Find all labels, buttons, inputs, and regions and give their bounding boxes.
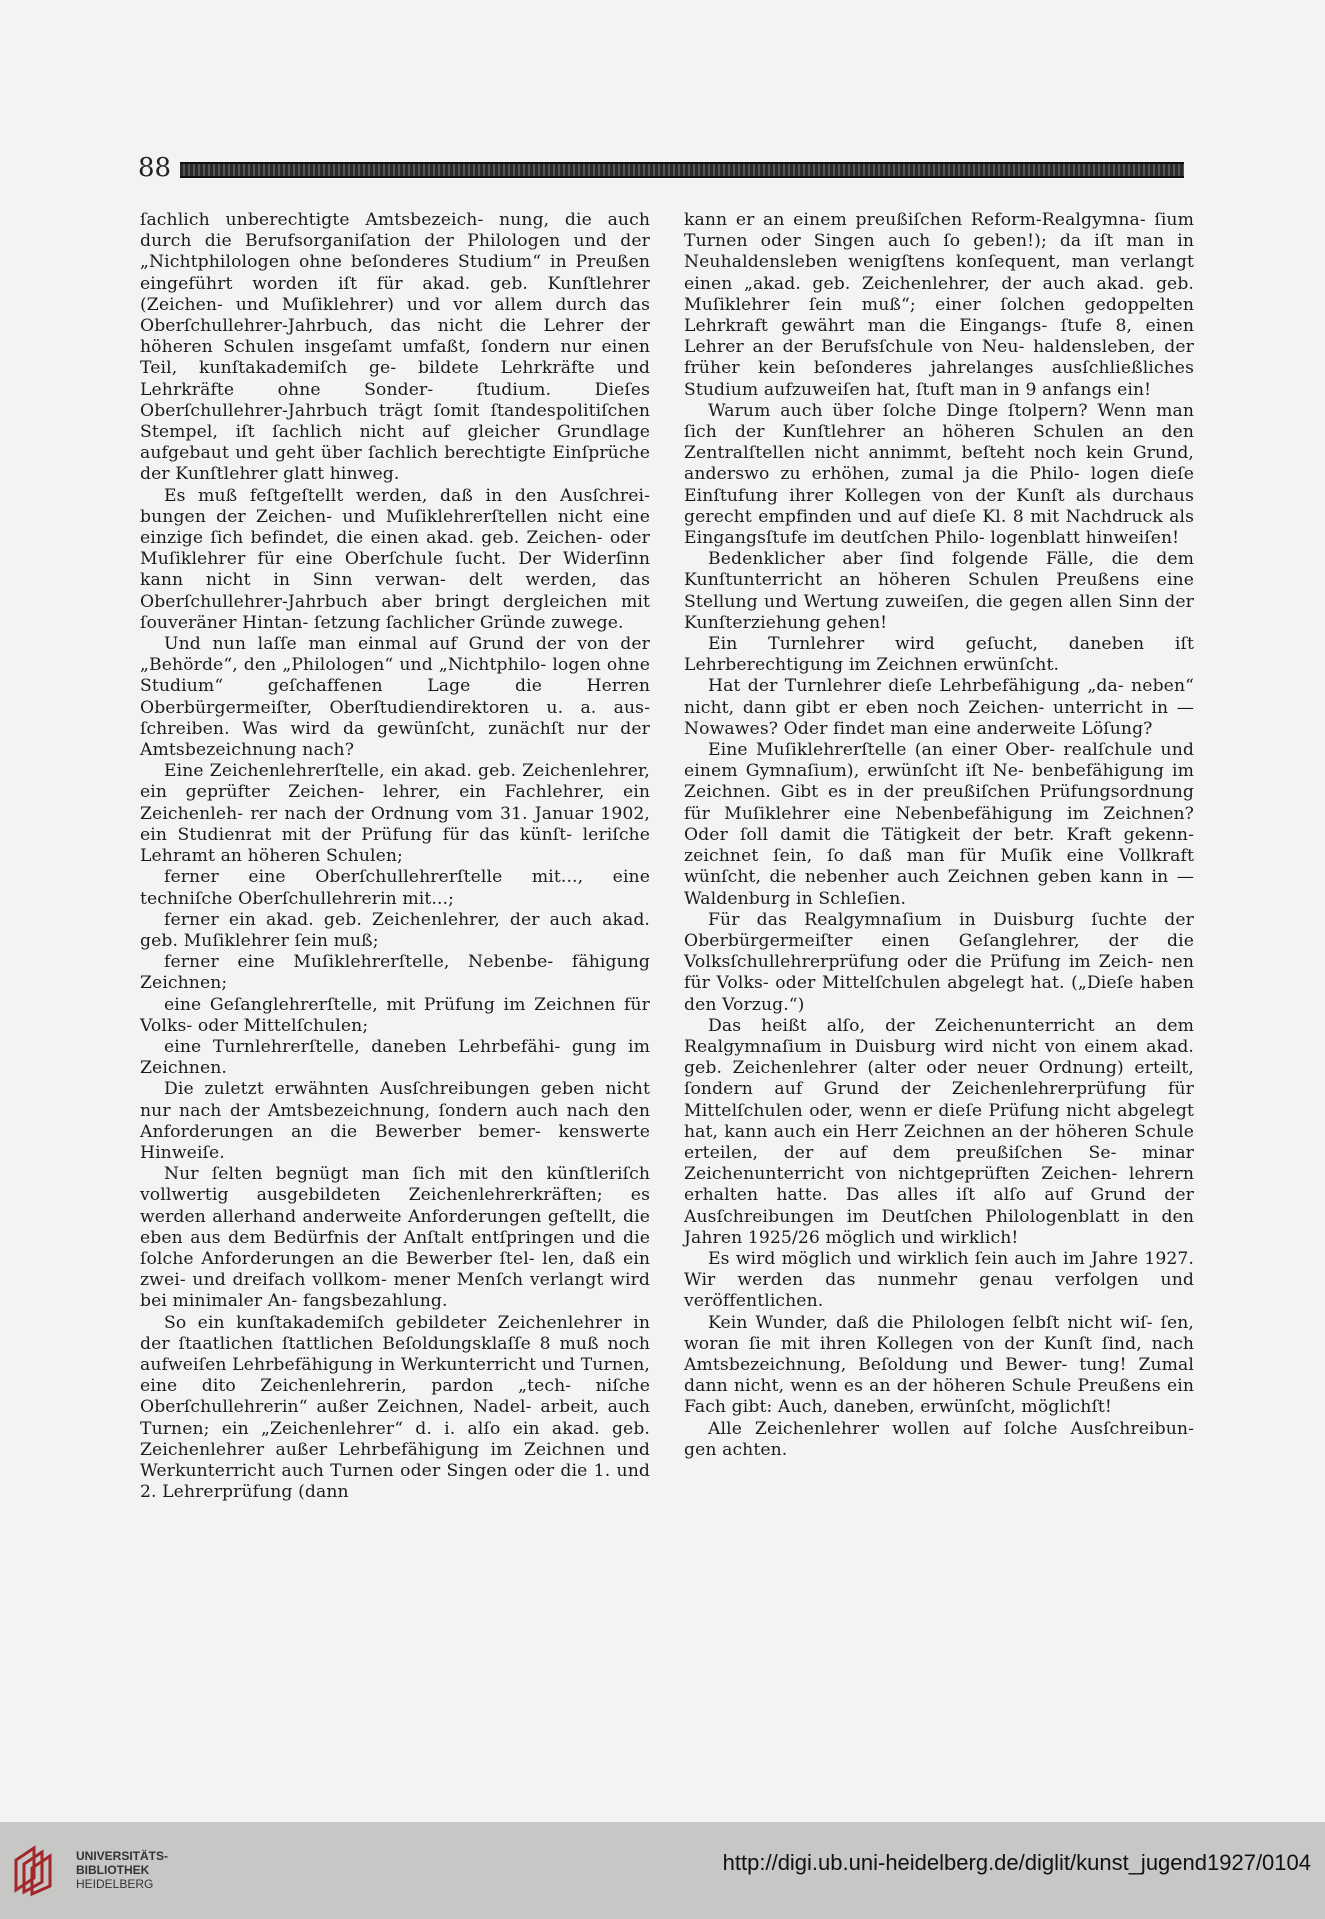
paragraph: Es muß feſtgeſtellt werden, daß in den Ausſchrei- bungen der Zeichen- und Muſiklehrerſtellen nicht eine einzige ſich befindet, die einen akad. geb. Zeichen- oder Muſiklehrer für eine Oberſchule ſucht. Der Widerſinn kann nicht in Sinn verwan- delt werden, das Oberſchullehrer-Jahrbuch aber bringt dergleichen mit ſouveräner Hintan- ſetzung ſachlicher Gründe zuwege. — [140, 485, 650, 633]
paragraph: Eine Zeichenlehrerſtelle, ein akad. geb. Zeichenlehrer, ein geprüfter Zeichen- lehrer, ein Fachlehrer, ein Zeichenleh- rer nach der Ordnung vom 31. Januar 1902, ein Studienrat mit der Prüfung für das künſt- leriſche Lehramt an höheren Schulen; — [140, 761, 650, 867]
page-number: 88 — [138, 153, 172, 183]
paragraph: Alle Zeichenlehrer wollen auf ſolche Ausſchreibun- gen achten. — [684, 1418, 1194, 1460]
paragraph: ſachlich unberechtigte Amtsbezeich- nung, die auch durch die Berufsorganiſation der Philologen und der „Nichtphilologen ohne beſonderes Studium“ in Preußen eingeführt worden iſt für akad. geb. Kunſtlehrer (Zeichen- und Muſiklehrer) und vor allem durch das Oberſchullehrer-Jahrbuch, das nicht die Lehrer der höheren Schulen insgeſamt umfaßt, ſondern nur einen Teil, kunſtakademiſch ge- bildete Lehrkräfte und Lehrkräfte ohne Sonder- ſtudium. Dieſes Oberſchullehrer-Jahrbuch trägt ſomit ſtandespolitiſchen Stempel, iſt ſachlich nicht auf gleicher Grundlage aufgebaut und geht über ſachlich berechtigte Einſprüche der Kunſtlehrer glatt hinweg. — [140, 210, 650, 485]
library-name — [76, 1849, 168, 1891]
left-column — [140, 210, 650, 1503]
library-name-line-3: HEIDELBERG — [76, 1877, 154, 1891]
paragraph: Für das Realgymnaſium in Duisburg ſuchte der Oberbürgermeiſter einen Geſanglehrer, der die Volksſchullehrerprüfung oder die Prüfung im Zeich- nen für Volks- oder Mittelſchulen abgelegt hat. („Dieſe haben den Vorzug.“) — [684, 909, 1194, 1015]
library-name-line-2: BIBLIOTHEK — [76, 1863, 150, 1877]
header-rule — [180, 162, 1184, 178]
paragraph: Das heißt alſo, der Zeichenunterricht an dem Realgymnaſium in Duisburg wird nicht von einem akad. geb. Zeichenlehrer (alter oder neuer Ordnung) erteilt, ſondern auf Grund der Zeichenlehrerprüfung für Mittelſchulen oder, wenn er dieſe Prüfung nicht abgelegt hat, kann auch ein Herr Zeichnen an der höheren Schule erteilen, der auf dem preußiſchen Se- minar Zeichenunterricht von nichtgeprüften Zeichen- lehrern erhalten hatte. Das alles iſt alſo auf Grund der Ausſchreibungen im Deutſchen Philologenblatt in den Jahren 1925/26 möglich und wirklich! — [684, 1015, 1194, 1248]
paragraph: eine Geſanglehrerſtelle, mit Prüfung im Zeichnen für Volks- oder Mittelſchulen; — [140, 994, 650, 1036]
paragraph: So ein kunſtakademiſch gebildeter Zeichenlehrer in der ſtaatlichen ſtattlichen Beſoldungsklaſſe 8 muß noch aufweiſen Lehrbefähigung in Werkunterricht und Turnen, eine dito Zeichenlehrerin, pardon „tech- niſche Oberſchullehrerin“ außer Zeichnen, Nadel- arbeit, auch Turnen; ein „Zeichenlehrer“ d. i. alſo ein akad. geb. Zeichenlehrer außer Lehrbefähigung im Zeichnen und Werkunterricht auch Turnen oder Singen oder die 1. und 2. Lehrerprüfung (dann — [140, 1312, 650, 1503]
paragraph: Bedenklicher aber ſind folgende Fälle, die dem Kunſtunterricht an höheren Schulen Preußens eine Stellung und Wertung zuweiſen, die gegen allen Sinn der Kunſterziehung gehen! — [684, 549, 1194, 633]
paragraph: Warum auch über ſolche Dinge ſtolpern? Wenn man ſich der Kunſtlehrer an höheren Schulen an den Zentralſtellen nicht annimmt, beſteht noch kein Grund, anderswo zu erhöhen, zumal ja die Philo- logen dieſe Einſtufung ihrer Kollegen von der Kunſt als durchaus gerecht empfinden und auf dieſe Kl. 8 mit Nachdruck als Eingangsſtufe im deutſchen Philo- logenblatt hinweiſen! — [684, 400, 1194, 549]
right-column — [684, 210, 1194, 1461]
paragraph: Und nun laſſe man einmal auf Grund der von der „Behörde“, den „Philologen“ und „Nichtphilo- logen ohne Studium“ geſchaffenen Lage die Herren Oberbürgermeiſter, Oberſtudiendirektoren u. a. aus- ſchreiben. Was wird da gewünſcht, zunächſt nur der Amtsbezeichnung nach? — [140, 634, 650, 761]
footer-bar — [0, 1822, 1325, 1919]
paragraph: Es wird möglich und wirklich ſein auch im Jahre 1927. Wir werden das nunmehr genau verfolgen und veröffentlichen. — [684, 1248, 1194, 1312]
library-logo-icon — [10, 1840, 68, 1898]
paragraph: Nur ſelten begnügt man ſich mit den künſtleriſch vollwertig ausgebildeten Zeichenlehrerkräften; es werden allerhand anderweite Anforderungen geſtellt, die eben aus dem Bedürfnis der Anſtalt entſpringen und die ſolche Anforderungen an die Bewerber ſtel- len, daß ein zwei- und dreifach vollkom- mener Menſch verlangt wird bei minimaler An- fangsbezahlung. — [140, 1164, 650, 1312]
paragraph: kann er an einem preußiſchen Reform-Realgymna- ſium Turnen oder Singen auch ſo geben!); da iſt man in Neuhaldensleben wenigſtens konſequent, man verlangt einen „akad. geb. Zeichenlehrer, der auch akad. geb. Muſiklehrer ſein muß“; einer ſolchen gedoppelten Lehrkraft gewährt man die Eingangs- ſtufe 8, einen Lehrer an der Berufsſchule von Neu- haldensleben, der früher kein beſonderes jahrelanges ausſchließliches Studium aufzuweiſen hat, ſtuft man in 9 anfangs ein! — [684, 210, 1194, 400]
paragraph: Hat der Turnlehrer dieſe Lehrbefähigung „da- neben“ nicht, dann gibt er eben noch Zeichen- unterricht in — Nowawes? Oder findet man eine anderweite Löſung? — [684, 676, 1194, 739]
paragraph: ferner ein akad. geb. Zeichenlehrer, der auch akad. geb. Muſiklehrer ſein muß; — [140, 909, 650, 951]
paragraph: Ein Turnlehrer wird geſucht, daneben iſt Lehrberechtigung im Zeichnen erwünſcht. — [684, 634, 1194, 676]
paragraph: Eine Muſiklehrerſtelle (an einer Ober- realſchule und einem Gymnaſium), erwünſcht iſt Ne- benbefähigung im Zeichnen. Gibt es in der preußiſchen Prüfungsordnung für Muſiklehrer eine Nebenbefähigung im Zeichnen? Oder ſoll damit die Tätigkeit der betr. Kraft gekenn- zeichnet ſein, ſo daß man für Muſik eine Vollkraft wünſcht, die nebenher auch Zeichnen geben kann in — Waldenburg in Schleſien. — [684, 740, 1194, 909]
paragraph: eine Turnlehrerſtelle, daneben Lehrbefähi- gung im Zeichnen. — [140, 1036, 650, 1079]
paragraph: Kein Wunder, daß die Philologen ſelbſt nicht wiſ- ſen, woran ſie mit ihren Kollegen von der Kunſt ſind, nach Amtsbezeichnung, Beſoldung und Bewer- tung! Zumal dann nicht, wenn es an der höheren Schule Preußens ein Fach gibt: Auch, daneben, erwünſcht, möglichſt! — [684, 1312, 1194, 1418]
page-header — [138, 153, 1184, 183]
paragraph: ferner eine Muſiklehrerſtelle, Nebenbe- fähigung Zeichnen; — [140, 952, 650, 994]
paragraph: ferner eine Oberſchullehrerſtelle mit..., eine techniſche Oberſchullehrerin mit...; — [140, 867, 650, 909]
source-url[interactable]: http://digi.ub.uni-heidelberg.de/diglit/kunst_jugend1927/0104 — [722, 1850, 1311, 1875]
library-name-line-1: UNIVERSITÄTS- — [76, 1849, 169, 1863]
paragraph: Die zuletzt erwähnten Ausſchreibungen geben nicht nur nach der Amtsbezeichnung, ſondern auch nach den Anforderungen an die Bewerber bemer- kenswerte Hinweiſe. — [140, 1079, 650, 1163]
